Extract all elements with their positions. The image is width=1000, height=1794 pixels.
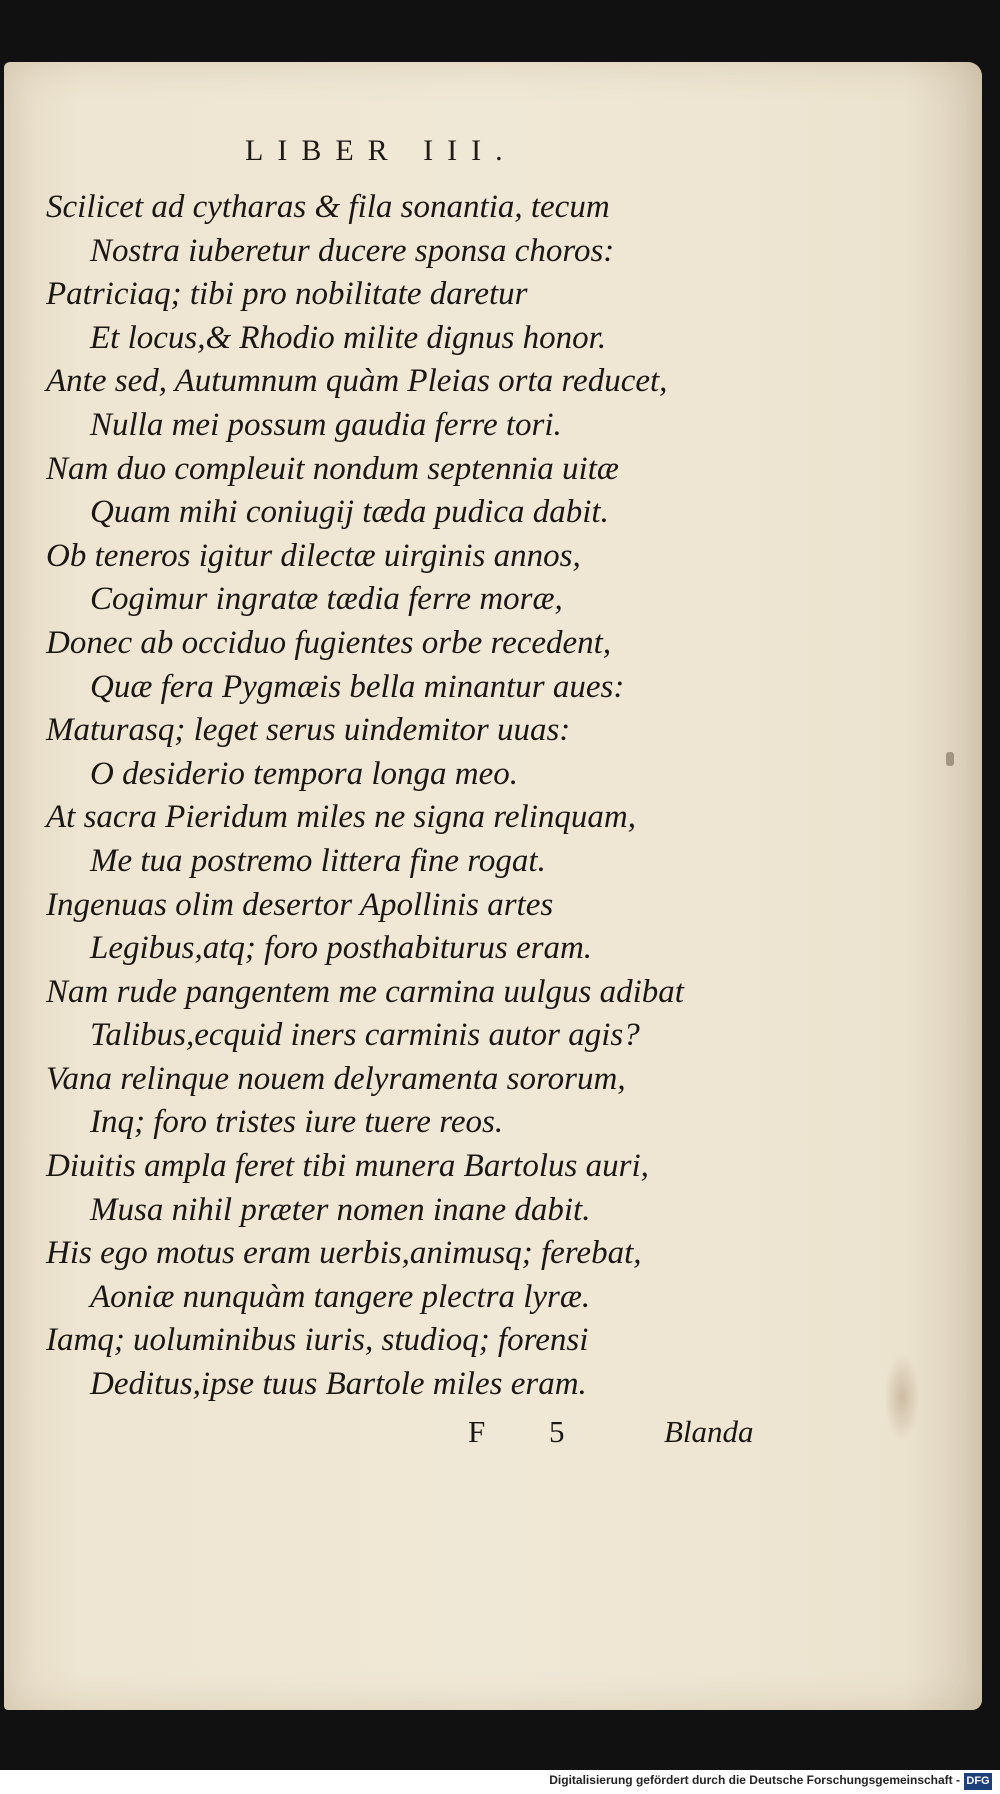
verse-line: Ingenuas olim desertor Apollinis artes bbox=[46, 886, 554, 923]
verse-line: Vana relinque nouem delyramenta sororum, bbox=[46, 1060, 626, 1097]
verse-line: Patriciaq; tibi pro nobilitate daretur bbox=[46, 276, 528, 313]
verse-line: Nam duo compleuit nondum septennia uitæ bbox=[46, 450, 619, 487]
verse-line: At sacra Pieridum miles ne signa relinquam, bbox=[46, 799, 636, 836]
verse-line: Me tua postremo littera fine rogat. bbox=[90, 842, 546, 879]
funding-credit: Digitalisierung gefördert durch die Deutsche Forschungsgemeinschaft - bbox=[549, 1773, 960, 1787]
verse-line: Legibus,atq; foro posthabiturus eram. bbox=[90, 930, 593, 967]
verse-line: Iamq; uoluminibus iuris, studioq; forensi bbox=[46, 1322, 589, 1359]
verse-line: His ego motus eram uerbis,animusq; ferebat, bbox=[46, 1235, 642, 1272]
verse-line: Nostra iuberetur ducere sponsa choros: bbox=[90, 232, 615, 269]
verse-line: Ob teneros igitur dilectæ uirginis annos, bbox=[46, 537, 581, 574]
verse-line: Ante sed, Autumnum quàm Pleias orta reducet, bbox=[46, 363, 668, 400]
dfg-logo: DFG bbox=[964, 1773, 992, 1790]
verse-line: Scilicet ad cytharas & fila sonantia, tecum bbox=[46, 189, 610, 225]
catchword: Blanda bbox=[664, 1414, 754, 1449]
verse-line: Aoniæ nunquàm tangere plectra lyræ. bbox=[90, 1278, 591, 1315]
verse-text bbox=[46, 186, 946, 1407]
verse-line: Quæ fera Pygmæis bella minantur aues: bbox=[90, 668, 625, 705]
verse-line: Musa nihil præter nomen inane dabit. bbox=[90, 1191, 591, 1228]
verse-line: Nulla mei possum gaudia ferre tori. bbox=[90, 406, 562, 443]
verse-line: Et locus,& Rhodio milite dignus honor. bbox=[90, 319, 607, 356]
verse-line: Deditus,ipse tuus Bartole miles eram. bbox=[90, 1366, 587, 1403]
page-footer bbox=[468, 1414, 888, 1450]
ink-mark bbox=[946, 752, 954, 766]
verse-line: Talibus,ecquid iners carminis autor agis? bbox=[90, 1017, 640, 1054]
verse-line: Donec ab occiduo fugientes orbe recedent, bbox=[46, 624, 612, 661]
verse-line: Inq; foro tristes iure tuere reos. bbox=[90, 1104, 504, 1141]
verse-line: Cogimur ingratæ tædia ferre moræ, bbox=[90, 581, 563, 618]
verse-line: Maturasq; leget serus uindemitor uuas: bbox=[46, 712, 571, 749]
running-head: LIBER III. bbox=[245, 134, 517, 167]
verse-line: Quam mihi coniugij tæda pudica dabit. bbox=[90, 494, 609, 531]
credit-bar bbox=[0, 1770, 1000, 1794]
signature-mark: F 5 bbox=[468, 1414, 593, 1449]
verse-line: Nam rude pangentem me carmina uulgus adibat bbox=[46, 973, 684, 1010]
verse-line: Diuitis ampla feret tibi munera Bartolus auri, bbox=[46, 1148, 649, 1185]
verse-line: O desiderio tempora longa meo. bbox=[90, 755, 519, 792]
